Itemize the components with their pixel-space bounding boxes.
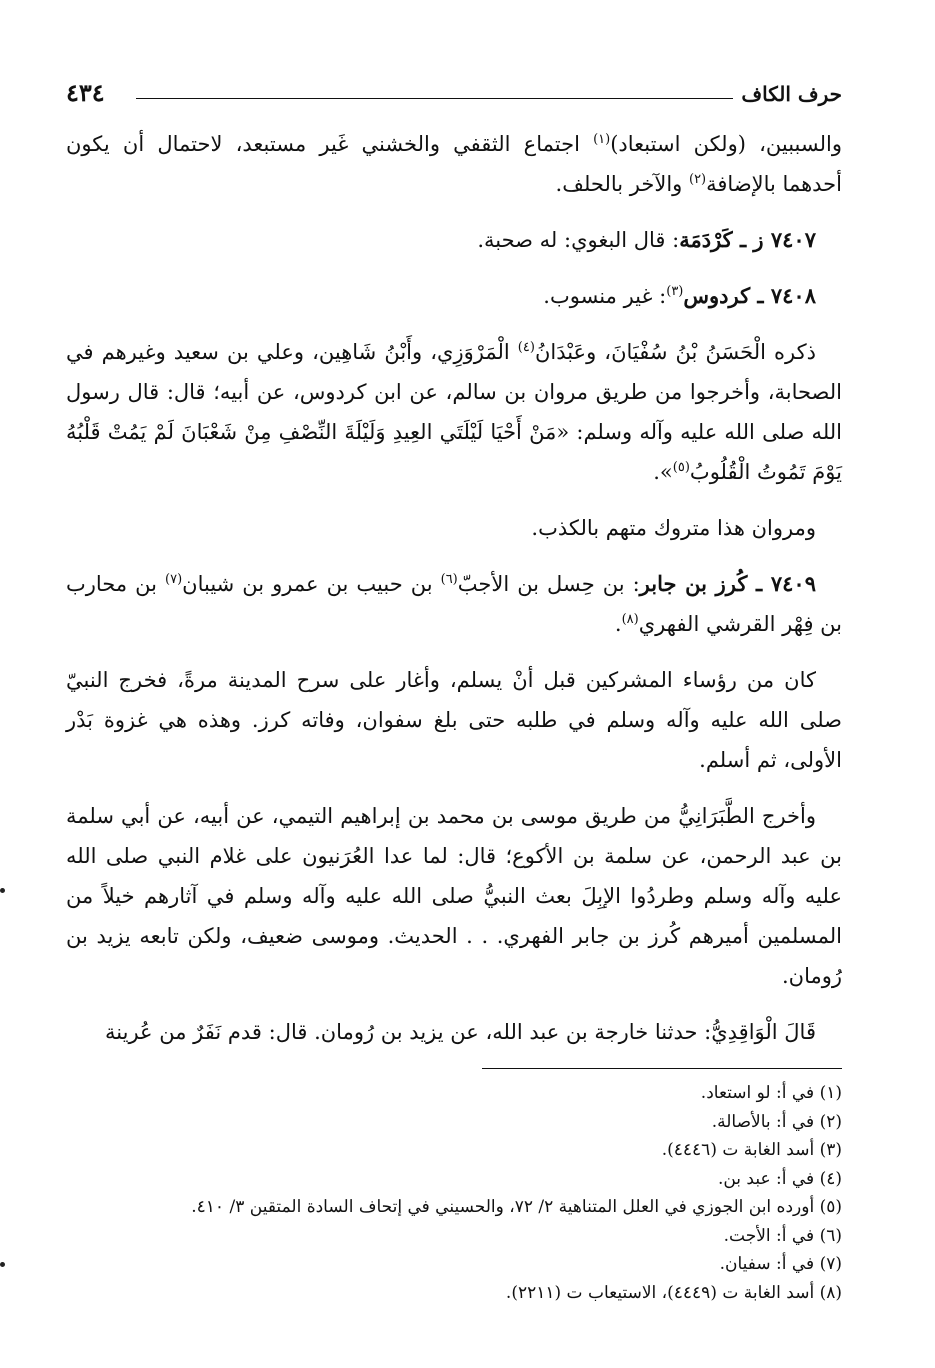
paragraph: [66, 332, 842, 492]
entry-number: ٧٤٠٩ ـ: [747, 571, 816, 596]
running-title: حرف الكاف: [733, 82, 842, 106]
footnote: (٢) في أ: بالأصالة.: [711, 1111, 842, 1132]
footnote-ref: (٤): [517, 340, 535, 355]
text: بن محارب بن فِهْر القرشي الفهري: [66, 572, 842, 636]
page-header: [66, 76, 842, 110]
footnote: (٦) في أ: الأجت.: [723, 1225, 842, 1246]
text: ذكره الْحَسَنُ بْنُ سُفْيَانَ، وعَبْدَانُ: [534, 340, 816, 364]
footnote-ref: (٨): [621, 612, 639, 627]
entry-name: كَرْدَمَة: [679, 227, 733, 252]
footnote: (٤) في أ: عبد بن.: [717, 1168, 842, 1189]
paragraph: كان من رؤساء المشركين قبل أنْ يسلم، وأغار على سرح المدينة مرةً، فخرج النبيّ صلى الله عليه وآله وسلم في طلبه حتى بلغ سفوان، وفاته كرز. وهذه هي غزوة بَدْر الأولى، ثم أسلم.: [66, 668, 842, 772]
scan-mark: [0, 1262, 5, 1267]
footnote: (٣) أسد الغابة ت (٤٤٤٦).: [661, 1140, 842, 1160]
page-number: ٤٣٤: [66, 78, 113, 107]
text: : قال البغوي: له صحبة.: [477, 228, 680, 252]
footnote-ref: (٣): [666, 284, 684, 299]
entry-number: ٧٤٠٨ ـ: [750, 283, 816, 308]
header-rule: [136, 98, 767, 99]
footnote-ref: (٥): [672, 460, 690, 475]
footnote-ref: (٧): [165, 572, 183, 587]
footnote: (٧) في أ: سفيان.: [719, 1254, 842, 1274]
entry-name: كردوس: [683, 283, 751, 308]
paragraph: ومروان هذا متروك متهم بالكذب.: [531, 516, 816, 540]
text: بن حبيب بن عمرو بن شيبان: [182, 572, 441, 596]
text: والآخر بالحلف.: [555, 172, 689, 196]
text: الْمَرْوَزِي، وأَبْنُ شَاهِين، وعلي بن سعيد وغيرهم في الصحابة، وأخرجوا من طريق مروان بن سالم، عن ابن كردوس، عن أبيه؛ قال: قال رسول الله صلى الله عليه وآله وسلم: «مَنْ أَحْيَا لَيْلَتَي العِيدِ وَلَيْلَةَ النِّصْفِ مِنْ شَعْبَانَ لَمْ يَمُتْ قَلْبُهُ يَوْمَ تَمُوتُ الْقُلُوبُ: [66, 340, 842, 484]
footnote: (٥) أورده ابن الجوزي في العلل المتناهية ٢/ ٧٢، والحسيني في إتحاف السادة المتقين ٣/ ٤١٠.: [191, 1197, 842, 1217]
scan-mark: [0, 888, 5, 893]
entry-7409: [66, 564, 842, 644]
footnote-ref: (١): [593, 132, 611, 147]
entry-7408: [66, 276, 842, 316]
book-page: [66, 76, 842, 1356]
footnote: (١) في أ: لو استعاد.: [700, 1083, 842, 1103]
footnote-separator: [482, 1068, 842, 1069]
text: : غير منسوب.: [543, 284, 667, 308]
entry-7407: [66, 220, 842, 260]
paragraph: قَالَ الْوَاقِدِيُّ: حدثنا خارجة بن عبد الله، عن يزيد بن رُومان. قال: قدم نَفَرٌ من عُرينة: [105, 1020, 816, 1044]
text: ».: [653, 460, 673, 484]
footnote-ref: (٦): [440, 572, 458, 587]
paragraph: وأخرج الطَّبَرَانِيُّ من طريق موسى بن محمد بن إبراهيم التيمي، عن أبيه، عن أبي سلمة بن عبد الرحمن، عن سلمة بن الأكوع؛ قال: لما عدا العُرَنيون على غلام النبي صلى الله عليه وآله وسلم وطردُوا الإبِلَ بعث النبيُّ صلى الله عليه وآله وسلم في آثارهم خيلاً من المسلمين أميرهم كُرز بن جابر الفهري. . . الحديث. وموسى ضعيف، ولكن تابعه يزيد بن رُومان.: [66, 804, 842, 988]
text: : بن حِسل بن الأجبّ: [457, 572, 640, 596]
paragraph: [66, 124, 842, 204]
text: والسببين، (ولكن استبعاد): [610, 132, 842, 156]
footnotes: [66, 1079, 842, 1307]
footnote: (٨) أسد الغابة ت (٤٤٤٩)، الاستيعاب ت (٢٢١١).: [505, 1282, 842, 1303]
entry-number: ٧٤٠٧ ز ـ: [732, 227, 816, 252]
text: .: [614, 612, 622, 636]
text: اجتماع الثقفي والخشني غَير مستبعد، لاحتمال أن يكون أحدهما بالإضافة: [66, 132, 842, 196]
footnote-ref: (٢): [688, 172, 707, 187]
entry-name: كُرز بن جابر: [639, 571, 748, 596]
